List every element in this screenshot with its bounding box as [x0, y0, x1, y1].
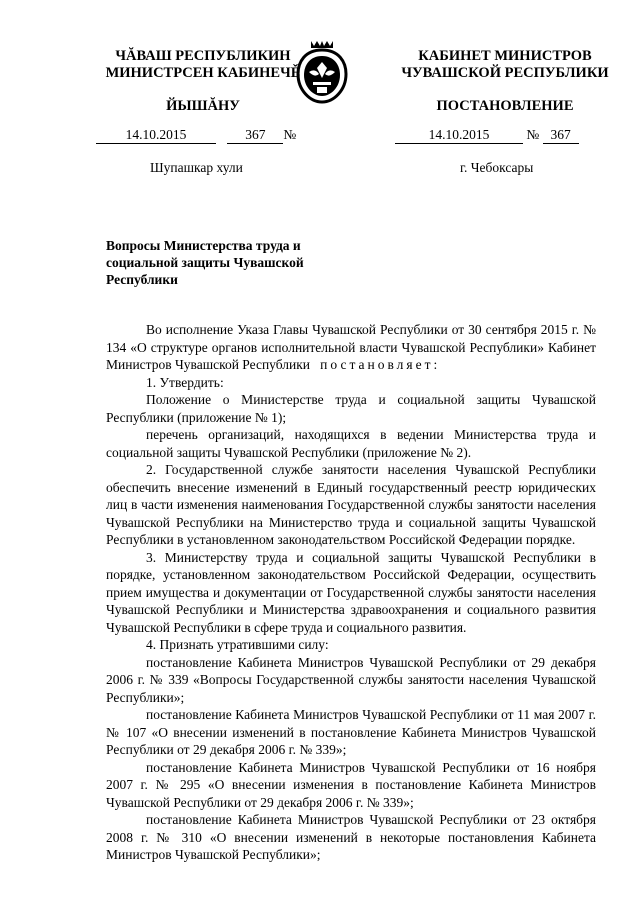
right-number-sign: №	[526, 127, 540, 142]
document-body	[106, 321, 596, 864]
intro-text: Во исполнение Указа Главы Чувашской Республики от 30 сентября 2015 г. № 134 «О структуре органов исполнительной власти Чувашской Республики» Кабинет Министров Чувашской Республики	[106, 322, 596, 372]
paragraph: перечень организаций, находящихся в ведении Министерства труда и социальной защиты Чувашской Республики (приложение № 2).	[106, 427, 596, 460]
left-date: 14.10.2015	[96, 127, 216, 144]
paragraph: 1. Утвердить:	[146, 374, 224, 390]
paragraph: 2. Государственной службе занятости населения Чувашской Республики обеспечить внесение изменений в Единый государственный реестр юридических лиц в части изменения наименования Государственной службы занятости населения Чувашской Республики на Министерство труда и социальной защиты Чувашской Республики в установленном законодательством Российской Федерации порядке.	[106, 462, 596, 547]
intro-resolves: постановляет:	[320, 357, 441, 372]
right-date: 14.10.2015	[395, 127, 523, 144]
paragraph: Положение о Министерстве труда и социальной защиты Чувашской Республики (приложение № 1);	[106, 392, 596, 425]
right-doc-title: ПОСТАНОВЛЕНИЕ	[436, 98, 574, 114]
paragraph: постановление Кабинета Министров Чувашской Республики от 29 декабря 2006 г. № 339 «Вопросы Государственной службы занятости населения Чувашской Республики»;	[106, 654, 596, 705]
paragraph: постановление Кабинета Министров Чувашской Республики от 23 октября 2008 г. № 310 «О внесении изменений в некоторые постановления Кабинета Министров Чувашской Республики»;	[106, 812, 596, 862]
coat-of-arms-emblem	[293, 38, 351, 106]
paragraph: 4. Признать утратившими силу:	[146, 637, 329, 652]
left-city: Шупашкар хули	[150, 160, 243, 175]
right-header-line1: КАБИНЕТ МИНИСТРОВ	[418, 48, 592, 64]
right-header-line2: ЧУВАШСКОЙ РЕСПУБЛИКИ	[401, 65, 609, 81]
left-number: 367	[227, 127, 283, 144]
left-header-line1: ЧĂВАШ РЕСПУБЛИКИН	[115, 48, 291, 64]
right-date-line	[395, 127, 595, 144]
left-doc-title: ЙЫШĂНУ	[166, 98, 240, 114]
right-number: 367	[543, 127, 579, 144]
intro-paragraph	[106, 321, 596, 374]
right-city: г. Чебоксары	[460, 160, 534, 175]
left-header-line2: МИНИСТРСЕН КАБИНЕЧĚ	[105, 65, 301, 81]
left-date-line	[96, 127, 318, 144]
paragraph: постановление Кабинета Министров Чувашской Республики от 16 ноября 2007 г. № 295 «О внесении изменения в постановление Кабинета Министров Чувашской Республики от 29 декабря 2006 г. № 339»;	[106, 759, 596, 810]
paragraph: постановление Кабинета Министров Чувашской Республики от 11 мая 2007 г. № 107 «О внесении изменений в постановление Кабинета Министров Чувашской Республики от 29 декабря 2006 г. № 339»;	[106, 707, 596, 757]
paragraph: 3. Министерству труда и социальной защиты Чувашской Республики в порядке, установленном законодательством Российской Федерации, осуществить прием имущества и документации от Государственной службы занятости населения Чувашской Республики и Министерства здравоохранения и социального развития Чувашской Республики в сфере труда и социального развития.	[106, 549, 596, 635]
right-header-block	[390, 48, 620, 82]
document-subject: Вопросы Министерства труда и социальной защиты Чувашской Республики	[106, 238, 304, 287]
left-header-block	[88, 48, 318, 82]
left-number-sign: №	[283, 127, 297, 142]
